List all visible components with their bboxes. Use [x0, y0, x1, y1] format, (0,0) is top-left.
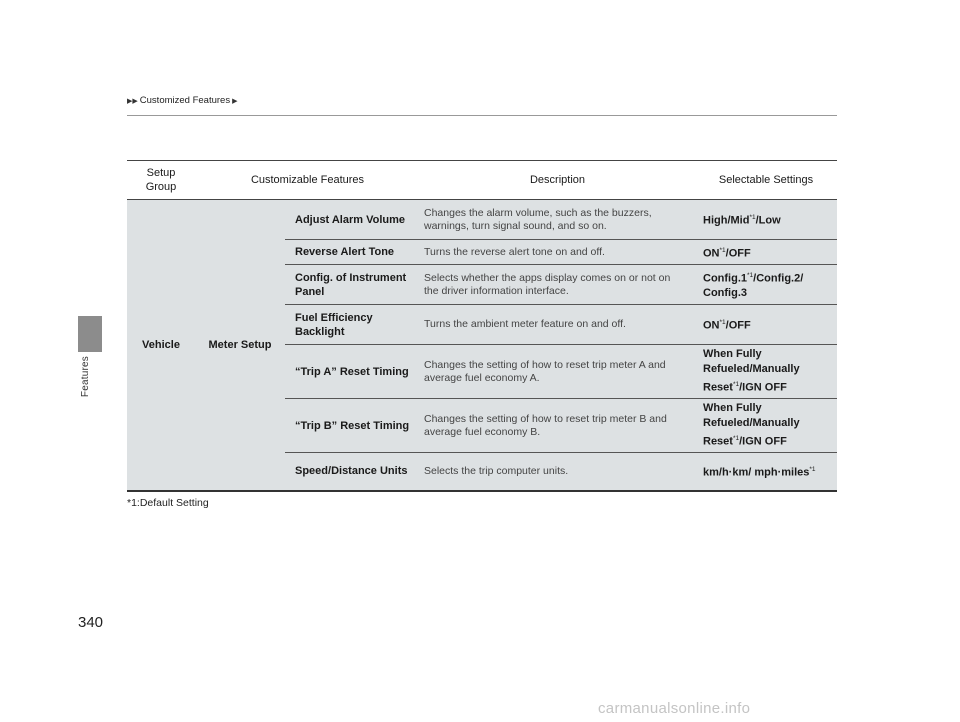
breadcrumb-arrows-icon: ▶▶: [127, 97, 138, 105]
section-tab-marker: [78, 316, 102, 352]
feature-description: Turns the ambient meter feature on and off.: [420, 305, 695, 345]
customizable-features-table: [127, 160, 837, 492]
feature-description: Changes the setting of how to reset trip meter A and average fuel economy A.: [420, 345, 695, 399]
breadcrumb-link[interactable]: Customized Features: [139, 95, 231, 106]
feature-name: Config. of Instrument Panel: [285, 265, 420, 305]
feature-name: “Trip A” Reset Timing: [285, 345, 420, 399]
feature-name: “Trip B” Reset Timing: [285, 399, 420, 453]
feature-name: Fuel Efficiency Backlight: [285, 305, 420, 345]
table-header-row: [127, 161, 837, 200]
feature-settings: ON$^{*1}$/OFF: [695, 305, 837, 345]
header-selectable-settings-label: Selectable Settings: [718, 174, 814, 186]
feature-description: Selects the trip computer units.: [420, 453, 695, 491]
feature-settings: ON$^{*1}$/OFF: [695, 240, 837, 265]
section-label: Features: [80, 356, 91, 398]
header-customizable-features-label: Customizable Features: [250, 174, 365, 186]
header-customizable-features: [195, 161, 420, 200]
subgroup-cell: Meter Setup: [195, 200, 285, 491]
default-setting-marker: *1: [719, 246, 726, 254]
feature-settings: km/h·km/ mph·miles$^{*1}$: [695, 453, 837, 491]
feature-name: Adjust Alarm Volume: [285, 200, 420, 240]
header-setup-group: [127, 161, 195, 200]
default-setting-marker: *1: [719, 319, 726, 327]
breadcrumb: [127, 95, 237, 106]
feature-description: Selects whether the apps display comes on or not on the driver information interface.: [420, 265, 695, 305]
header-divider: [127, 115, 837, 116]
page-number: 340: [78, 614, 104, 631]
footnote: *1:Default Setting: [127, 497, 209, 509]
feature-description: Changes the alarm volume, such as the buzzers, warnings, turn signal sound, and so on.: [420, 200, 695, 240]
feature-name: Speed/Distance Units: [285, 453, 420, 491]
default-setting-marker: *1: [732, 381, 740, 389]
default-setting-marker: *1: [809, 465, 816, 473]
feature-settings: When Fully Refueled/Manually Reset$^{*1}$/IGN OFF: [695, 399, 837, 453]
default-setting-marker: *1: [749, 214, 756, 222]
table-row: [127, 200, 837, 240]
header-description-label: Description: [529, 174, 586, 186]
setup-group-cell: Vehicle: [127, 200, 195, 491]
feature-settings: Config.1$^{*1}$/Config.2/ Config.3: [695, 265, 837, 305]
feature-description: Turns the reverse alert tone on and off.: [420, 240, 695, 265]
header-setup-group-label: Setup Group: [145, 167, 177, 193]
feature-name: Reverse Alert Tone: [285, 240, 420, 265]
feature-description: Changes the setting of how to reset trip meter B and average fuel economy B.: [420, 399, 695, 453]
default-setting-marker: *1: [747, 271, 754, 279]
default-setting-marker: *1: [732, 435, 740, 443]
feature-settings: High/Mid$^{*1}$/Low: [695, 200, 837, 240]
header-selectable-settings: [695, 161, 837, 200]
feature-settings: When Fully Refueled/Manually Reset$^{*1}$/IGN OFF: [695, 345, 837, 399]
watermark: carmanualsonline.info: [598, 700, 751, 717]
breadcrumb-arrow-icon: ▶: [232, 97, 238, 105]
header-description: [420, 161, 695, 200]
